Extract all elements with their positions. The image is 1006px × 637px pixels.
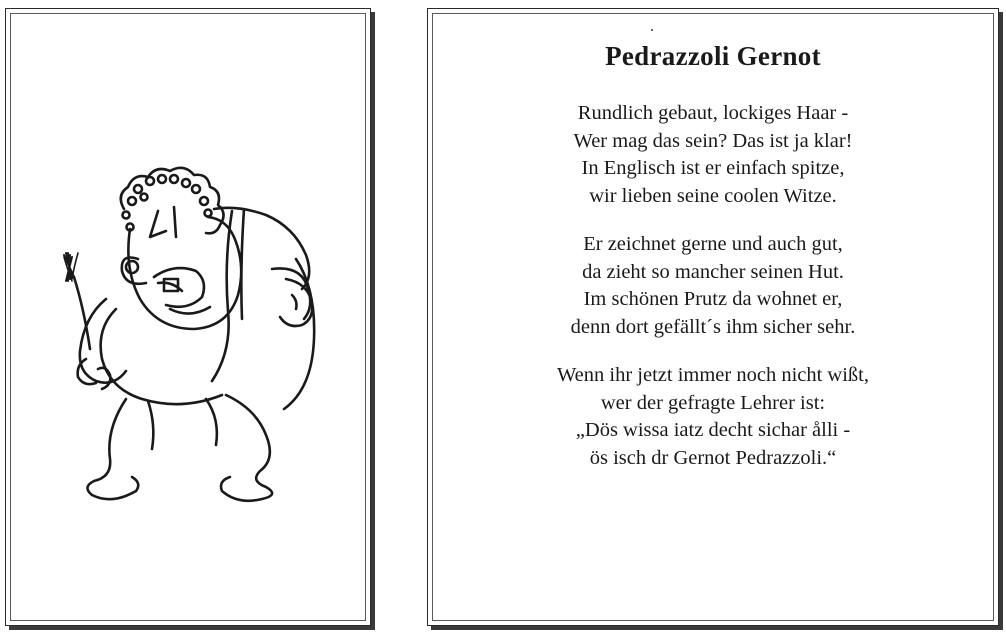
arm-with-fork: [64, 253, 126, 389]
poem-title: Pedrazzoli Gernot: [605, 41, 821, 71]
poem-line: Im schönen Prutz da wohnet er,: [583, 288, 843, 310]
stanza-1: [428, 100, 998, 210]
stanza-3: [428, 362, 998, 472]
poem-line: denn dort gefällt´s ihm sicher sehr.: [570, 315, 856, 338]
poem-frame: [427, 8, 999, 626]
poem-line: Wenn ihr jetzt immer noch nicht wißt,: [556, 364, 870, 386]
head: [122, 207, 241, 329]
poem-line: ös isch dr Gernot Pedrazzoli.“: [589, 446, 837, 469]
poem-line: da zieht so mancher seinen Hut.: [582, 260, 844, 283]
curly-hair: [121, 168, 224, 234]
poem-line: wir lieben seine coolen Witze.: [589, 184, 837, 207]
poem-line: In Englisch ist er einfach spitze,: [581, 157, 845, 179]
poem-line: Er zeichnet gerne und auch gut,: [583, 233, 843, 255]
poem-line: „Dös wissa iatz decht sichar ålli -: [575, 419, 851, 441]
illustration-frame: [5, 8, 371, 626]
legs: [87, 395, 272, 501]
poem-line: wer der gefragte Lehrer ist:: [600, 391, 826, 414]
print-speck: [651, 29, 653, 31]
stanza-2: [428, 231, 998, 341]
poem: [428, 41, 998, 493]
poem-line: Wer mag das sein? Das ist ja klar!: [573, 129, 853, 152]
poem-line: Rundlich gebaut, lockiges Haar -: [577, 102, 849, 124]
caricature-drawing: [46, 149, 346, 519]
